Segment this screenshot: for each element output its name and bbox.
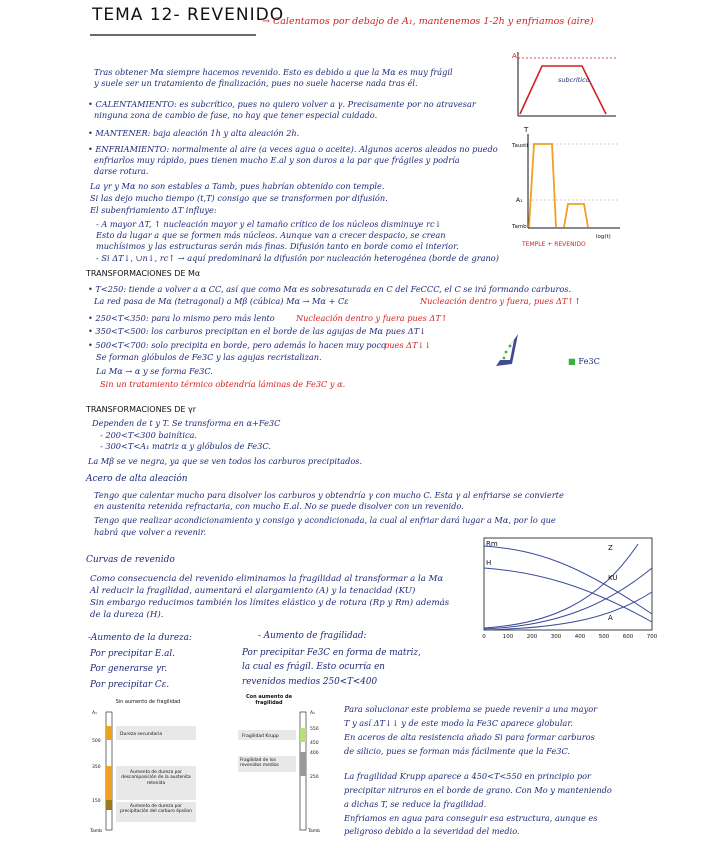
x-tick-label: 0	[482, 634, 486, 640]
temple-a1-label: A₁	[516, 197, 523, 204]
influye-line-2: Esto da lugar a que se formen más núcleos. Aunque van a crecer despacio, se crean	[96, 230, 446, 240]
bar1-tick-350: 350	[92, 765, 101, 770]
label-a: A	[608, 614, 613, 622]
influye-line-1: - A mayor ΔT, ↑ nucleación mayor y el tamaño crítico de los núcleos disminuye rc↓	[96, 219, 442, 229]
x-ticks	[482, 634, 657, 640]
trans-y-line-1: Dependen de t y T. Se transforma en α+Fe3C	[92, 418, 281, 428]
acero-line-1: Tengo que calentar mucho para disolver los carburos y obtendría γ con mucho C. Esta γ al enfriarse se convierte	[94, 490, 564, 500]
x-tick-label: 100	[502, 634, 514, 640]
solucion-line-6: La fragilidad Krupp aparece a 450<T<550 en principio por	[344, 771, 591, 781]
bar1-title: Sin aumento de fragilidad	[115, 699, 181, 705]
acero-header: Acero de alta aleación	[86, 474, 188, 484]
bar-con-fragilidad	[232, 694, 332, 836]
trans-m-line-6: Se forman glóbulos de Fe3C y las agujas recristalizan.	[96, 352, 322, 362]
bar2-label-2: Fragilidad de los revenidos medios	[240, 758, 279, 769]
bar1-label-3: Aumento de dureza por precipitación del carburo épsilon	[120, 804, 192, 815]
bar1-austenite	[106, 766, 112, 800]
trans-m-line-5a: • 500<T<700: solo precipita en borde, pero además lo hacen muy poco	[88, 340, 386, 350]
bar2-tick-450: 450	[310, 741, 319, 746]
tempering-curves-chart	[468, 534, 656, 642]
mantener-line: • MANTENER: baja aleación 1h y alta aleación 2h.	[88, 128, 300, 138]
trans-y-header: TRANSFORMACIONES DE γr	[86, 405, 197, 414]
curvas-line-1: Como consecuencia del revenido eliminamos la fragilidad al transformar a la Mα	[90, 574, 444, 584]
fe3c-swatch: ■	[568, 356, 576, 366]
solucion-line-10: peligroso debido a la severidad del medio.	[344, 826, 520, 836]
estables-line-3: El subenfriamiento ΔT influye:	[90, 205, 217, 215]
intro-line-2: y suele ser un tratamiento de finalización, pues no suele hacerse nada tras él.	[94, 78, 418, 88]
bar2-title: Con aumento de fragilidad	[245, 694, 293, 706]
trans-m-line-2b: Nucleación dentro y fuera, pues ΔT↑↑	[420, 296, 582, 306]
curve-rm	[484, 546, 652, 614]
bar1-tick-150: 150	[92, 799, 101, 804]
acero-line-4: habrá que volver a revenir.	[94, 527, 207, 537]
bar1-label-1: Dureza secundaria	[120, 732, 163, 737]
dureza-line-2: Por generarse γr.	[90, 664, 168, 674]
heating-curve-label: subcrítico	[558, 76, 590, 84]
bar2-tick-tamb: Tamb	[308, 829, 321, 834]
solucion-line-8: a dichas T, se reduce la fragilidad.	[344, 799, 487, 809]
bar2-tick-550: 550	[310, 727, 319, 732]
bar2-tick-250: 250	[310, 775, 319, 780]
temple-tamb-label: Tamb	[512, 224, 527, 230]
bar2-title-wrap	[234, 694, 304, 710]
bar1-tick-a1: A₁	[92, 711, 97, 716]
trans-m-line-8: Sin un tratamiento térmico obtendría láminas de Fe3C y α.	[100, 379, 346, 389]
curvas-line-4: de la dureza (H).	[90, 610, 164, 620]
fragilidad-line-3: revenidos medios 250<T<400	[242, 677, 378, 687]
trans-m-line-3b: Nucleación dentro y fuera pues ΔT↑	[296, 313, 448, 323]
trans-m-line-3a: • 250<T<350: para lo mismo pero más lento	[88, 313, 275, 323]
trans-m-line-7: La Mα → α y se forma Fe3C.	[96, 366, 213, 376]
dureza-line-3: Por precipitar Cε.	[90, 680, 170, 690]
fragilidad-header: - Aumento de fragilidad:	[258, 631, 367, 641]
page-title: TEMA 12- REVENIDO	[92, 5, 285, 25]
quench-curve	[529, 144, 556, 227]
influye-line-4: - Si ΔT↓, ∪n↓, rc↑ → aquí predominará la difusión por nucleación heterogénea (borde de grano)	[96, 253, 499, 263]
calentamiento-line-2: ninguna zona de cambio de fase, no hay que tener especial cuidado.	[94, 110, 378, 120]
trans-y-line-4: La Mβ se ve negra, ya que se ven todos los carburos precipitados.	[88, 456, 363, 466]
heating-a1-label: A₁	[512, 52, 520, 60]
solucion-line-9: Enfriamos en agua para conseguir esa estructura, aunque es	[344, 813, 598, 823]
label-h: H	[486, 559, 492, 567]
bar2-tick-400: 400	[310, 751, 319, 756]
fe3c-legend	[568, 356, 600, 366]
needle-sketch	[494, 330, 526, 370]
temple-x-label: log(t)	[596, 234, 611, 240]
x-tick-label: 400	[574, 634, 586, 640]
curvas-line-3: Sin embargo reducimos también los límites elástico y de rotura (Rp y Rm) además	[90, 598, 450, 608]
temple-caption: TEMPLE + REVENIDO	[522, 241, 586, 248]
curve-h	[484, 568, 652, 622]
bar1-label-2: Aumento de dureza por descomposición de la austenita retenida	[121, 770, 191, 786]
fe3c-label: Fe3C	[578, 356, 600, 366]
intro-line-1: Tras obtener Mα siempre hacemos revenido. Esto es debido a que la Mα es muy frágil	[94, 67, 453, 77]
enfriamiento-line-3: darse rotura.	[94, 166, 149, 176]
bar1-label-2-wrap	[118, 770, 194, 800]
bar-sin-fragilidad	[90, 696, 200, 836]
dureza-line-1: Por precipitar E.al.	[90, 649, 175, 659]
trans-m-line-1: • T<250: tiende a volver a α CC, así que como Mα es sobresaturada en C del FeCCC, el C se irá formando carburos.	[88, 284, 572, 294]
title-underline	[90, 33, 258, 37]
solucion-line-4: de silicio, pues se forman más fácilmente que la Fe3C.	[344, 746, 571, 756]
trans-m-header: TRANSFORMACIONES DE Mα	[86, 269, 201, 278]
dureza-header: -Aumento de la dureza:	[88, 633, 192, 643]
curvas-header: Curvas de revenido	[86, 555, 175, 565]
estables-line-2: Si las dejo mucho tiempo (t,T) consigo que se transformen por difusión.	[90, 193, 388, 203]
bar1-label-3-wrap	[118, 804, 194, 822]
x-tick-label: 200	[526, 634, 538, 640]
solucion-line-1: Para solucionar este problema se puede revenir a una mayor	[344, 704, 598, 714]
temple-revenido-diagram	[512, 124, 630, 248]
subtitle: → Calentamos por debajo de A₁, mantenemos 1-2h y enfriamos (aire)	[262, 16, 594, 27]
trans-m-line-5b: pues ΔT↓↓	[384, 340, 432, 350]
enfriamiento-line-1: • ENFRIAMIENTO: normalmente al aire (a veces agua o aceite). Algunos aceros aleados no puedo	[88, 144, 498, 154]
bar1-secondary	[106, 726, 112, 740]
bar1-tick-500: 500	[92, 739, 101, 744]
curve-ku	[484, 568, 652, 629]
trans-m-line-4: • 350<T<500: los carburos precipitan en el borde de las agujas de Mα pues ΔT↓	[88, 326, 427, 336]
bar2-label-1: Fragilidad Krupp	[242, 734, 279, 739]
bar2-label-2-wrap	[240, 758, 294, 772]
temple-taus-label: Tausti	[512, 143, 528, 149]
bar1-epsilon	[106, 800, 112, 810]
label-rm: Rm	[486, 540, 498, 548]
calentamiento-line-1: • CALENTAMIENTO: es subcrítico, pues no quiero volver a γ. Precisamente por no atravesar	[88, 99, 476, 109]
solucion-line-7: precipitar nitruros en el borde de grano. Con Mo y manteniendo	[344, 785, 612, 795]
acero-line-3: Tengo que realizar acondicionamiento y consigo γ acondicionada, la cual al enfriar dará lugar a Mα, por lo que	[94, 515, 556, 525]
x-tick-label: 700	[646, 634, 658, 640]
influye-line-3: muchísimos y las estructuras serán más finas. Difusión tanto en borde como el interior.	[96, 241, 459, 251]
heating-curve	[520, 66, 606, 114]
bar1-tick-tamb: Tamb	[90, 829, 103, 834]
x-tick-label: 300	[550, 634, 562, 640]
bar2-krupp	[300, 728, 306, 742]
trans-m-line-2a: La red pasa de Mα (tetragonal) a Mβ (cúbica) Mα → Mα + Cε	[94, 296, 349, 306]
trans-y-line-3: - 300<T<A₁ matriz α y glóbulos de Fe3C.	[100, 441, 271, 451]
enfriamiento-line-2: enfriarlos muy rápido, pues tienen mucho E.al y son duros a la par que frágiles y podría	[94, 155, 460, 165]
fragilidad-line-2: la cual es frágil. Esto ocurría en	[242, 662, 385, 672]
temper-curve	[564, 204, 588, 227]
trans-y-line-2: - 200<T<300 bainítica.	[100, 430, 198, 440]
label-z: Z	[608, 544, 613, 552]
solucion-line-3: En aceros de alta resistencia añado Si para formar carburos	[344, 732, 595, 742]
acero-line-2: en austenita retenida refractaria, con mucho E.al. No se puede disolver con un revenido.	[94, 501, 464, 511]
label-ku: KU	[608, 574, 618, 582]
solucion-line-2: T y así ΔT↓↓ y de este modo la Fe3C aparece globular.	[344, 718, 573, 728]
bar2-medios	[300, 752, 306, 776]
curvas-line-2: Al reducir la fragilidad, aumentará el alargamiento (A) y la tenacidad (KU)	[90, 586, 416, 596]
x-tick-label: 500	[598, 634, 610, 640]
x-tick-label: 600	[622, 634, 634, 640]
estables-line-1: La γr y Mα no son estables a Tamb, pues habrían obtenido con temple.	[90, 181, 385, 191]
curve-z	[484, 544, 638, 628]
heating-diagram	[512, 48, 620, 120]
temple-t-label: T	[524, 126, 529, 134]
bar2-tick-a1: A₁	[310, 711, 315, 716]
fragilidad-line-1: Por precipitar Fe3C en forma de matriz,	[242, 648, 421, 658]
